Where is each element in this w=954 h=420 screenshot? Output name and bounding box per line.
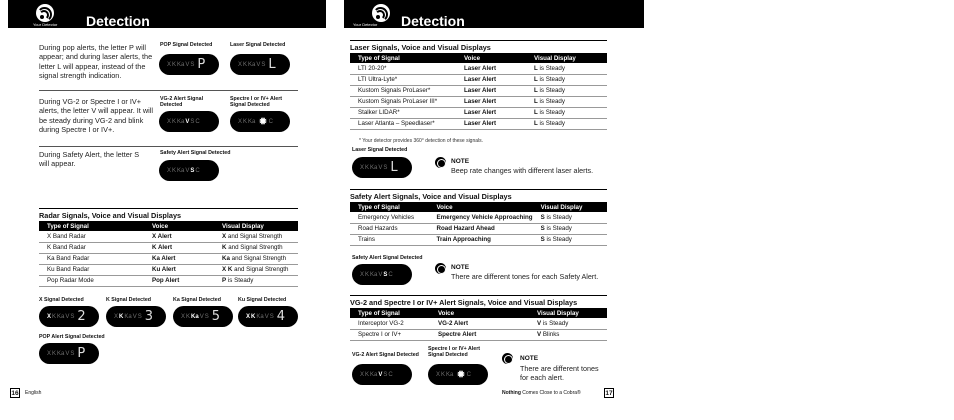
table-row: Road Hazards Road Hazard Ahead S is Steady [350,223,607,234]
table-row: Interceptor VG-2 VG-2 Alert V is Steady [350,318,607,329]
table-header-row: Type of Signal Voice Visual Display [350,308,607,318]
radar-logo-icon [372,4,390,22]
vg2-signal-label: VG-2 Alert Signal Detected [160,96,204,108]
blank-area [644,0,954,420]
table-row: K Band Radar K Alert K and Signal Strength [39,242,298,253]
ku-signal-label: Ku Signal Detected [238,297,287,303]
table-header-row: Type of Signal Voice Visual Display [350,53,607,63]
laser-signal-label: Laser Signal Detected [352,147,408,153]
right-page [344,0,662,420]
table-header-row: Type of Signal Voice Visual Display [350,202,607,212]
spectre-display: X K Ka ✹ C [428,364,488,385]
table-row: Kustom Signals ProLaser* Laser Alert L is Steady [350,85,607,96]
note-icon [502,353,513,364]
footer-language: English [25,390,42,396]
vg2-section-title: VG-2 and Spectre I or IV+ Alert Signals, Voice and Visual Displays [350,298,578,307]
radar-section-title: Radar Signals, Voice and Visual Displays [39,211,182,220]
header-bar [8,0,326,28]
page-title: Detection [401,13,465,29]
k-signal-label: K Signal Detected [106,297,152,303]
header-subtitle: Your Detector [353,22,378,27]
pop-laser-paragraph: During pop alerts, the letter P will appear; and during laser alerts, the letter L will appear, instead of the signal strength indication. [39,43,153,80]
note-icon [435,263,446,274]
table-row: Kustom Signals ProLaser III* Laser Alert L is Steady [350,96,607,107]
k-display: X K Ka V S 3 [106,306,166,327]
vg2-signal-label: VG-2 Alert Signal Detected [352,352,419,358]
divider [39,90,298,91]
radar-logo-icon [36,4,54,22]
radar-table [39,221,298,287]
divider [39,146,298,147]
laser-display: X K Ka V S L [230,54,290,75]
pop-display: X K Ka V S P [159,54,219,75]
note-title: NOTE [451,264,470,271]
table-row: Laser Atlanta – Speedlaser* Laser Alert L is Steady [350,118,607,129]
pop-signal-label: POP Signal Detected [160,42,213,48]
section-rule [350,40,607,41]
vg2-table [350,308,607,341]
note-icon [435,157,446,168]
section-rule [350,189,607,190]
laser-section-title: Laser Signals, Voice and Visual Displays [350,43,491,52]
page-number: 16 [11,390,19,397]
table-row: X Band Radar X Alert X and Signal Strength [39,231,298,242]
table-header-row: Type of Signal Voice Visual Display [39,221,298,231]
table-row: Emergency Vehicles Emergency Vehicle Approaching S is Steady [350,212,607,223]
note-text: There are different tones for each Safety Alert. [451,272,599,281]
section-rule [350,295,607,296]
spectre-display: X K Ka ✹ C [230,111,290,132]
laser-display: X K Ka V S L [352,157,412,178]
note-title: NOTE [451,158,470,165]
table-row: Stalker LIDAR* Laser Alert L is Steady [350,107,607,118]
table-row: Ka Band Radar Ka Alert Ka and Signal Strength [39,253,298,264]
x-display: X K Ka V S 2 [39,306,99,327]
safety-signal-label: Safety Alert Signal Detected [160,150,231,156]
laser-table [350,53,607,130]
table-row: Ku Band Radar Ku Alert X K and Signal Strength [39,264,298,275]
laser-signal-label: Laser Signal Detected [230,42,286,48]
vg2-paragraph: During VG-2 or Spectre I or IV+ alerts, the letter V will appear. It will be steady during VG-2 and blink during Spectre I or IV+. [39,97,153,134]
vg2-display: X K Ka V S C [159,111,219,132]
note-text: There are different tones for each alert. [520,364,599,382]
table-row: Pop Radar Mode Pop Alert P is Steady [39,275,298,286]
x-signal-label: X Signal Detected [39,297,84,303]
left-page [8,0,326,420]
page-number: 17 [605,390,613,397]
table-row: Spectre I or IV+ Spectre Alert V Blinks [350,329,607,340]
note-title: NOTE [520,355,539,362]
footer-tagline: Nothing Comes Close to a Cobra® [502,390,581,396]
table-row: LTI Ultra-Lyte* Laser Alert L is Steady [350,74,607,85]
safety-signal-label: Safety Alert Signal Detected [352,255,423,261]
ku-display: X K Ka V S 4 [238,306,298,327]
section-rule [39,208,298,209]
page-title: Detection [86,13,150,29]
table-row: LTI 20-20* Laser Alert L is Steady [350,63,607,74]
safety-display: X K Ka V S C [352,264,412,285]
vg2-display: X K Ka V S C [352,364,412,385]
ka-signal-label: Ka Signal Detected [173,297,221,303]
laser-footnote: * Your detector provides 360° detection of these signals. [359,138,484,144]
safety-table [350,202,607,246]
safety-display: X K Ka V S C [159,160,219,181]
table-row: Trains Train Approaching S is Steady [350,234,607,245]
ka-display: X K Ka V S 5 [173,306,233,327]
safety-section-title: Safety Alert Signals, Voice and Visual Displays [350,192,512,201]
spectre-signal-label: Spectre I or IV+ Alert Signal Detected [230,96,283,108]
pop-alert-display: X K Ka V S P [39,343,99,364]
header-bar [344,0,662,28]
safety-paragraph: During Safety Alert, the letter S will appear. [39,150,140,169]
spectre-signal-label: Spectre I or IV+ Alert Signal Detected [428,346,481,358]
header-subtitle: Your Detector [33,22,58,27]
pop-alert-label: POP Alert Signal Detected [39,334,105,340]
note-text: Beep rate changes with different laser alerts. [451,166,594,175]
